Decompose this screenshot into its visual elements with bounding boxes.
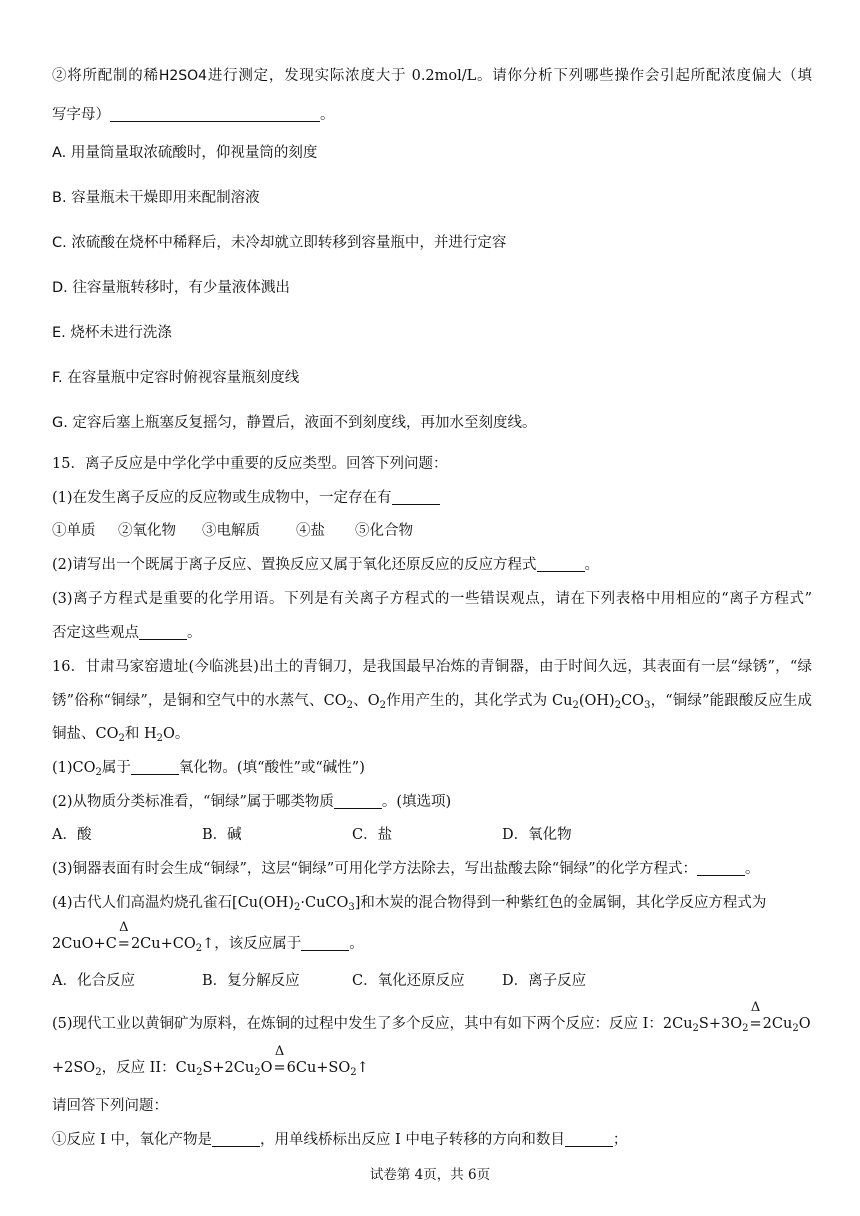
q16-stem-line1: 16．甘肃马家窑遗址(今临洮县)出土的青铜刀，是我国最早冶炼的青铜器，由于时间久远，其表面有一层“绿锈”，“绿 [52,659,812,675]
option: D．离子反应 [502,973,587,989]
answer-blank[interactable] [334,794,382,809]
choice: ①单质 [52,523,96,539]
q16-stem-line3: 铜盐、$CO_2$和 $H_2O$。 [52,726,190,744]
option: C．氧化还原反应 [352,973,465,989]
q16-sub3: (3)铜器表面有时会生成“铜绿”，这层“铜绿”可用化学方法除去，写出盐酸去除“铜绿”的化学方程式： 。 [52,861,760,877]
answer-blank[interactable] [139,625,187,640]
q15-sub1: (1)在发生离子反应的反应物或生成物中，一定存在有 [52,488,812,508]
q15-sub2: (2)请写出一个既属于离子反应、置换反应又属于氧化还原反应的反应方程式 。 [52,557,600,573]
option: B．碱 [202,827,242,843]
q14-option-a: A. 用量筒量取浓硫酸时，仰视量筒的刻度 [52,145,318,161]
choice: ⑤化合物 [355,523,413,539]
q16-sub5-line1: (5)现代工业以黄铜矿为原料，在炼铜的过程中发生了多个反应，其中有如下两个反应：反应 I：$2Cu_2S+3O_2$ Δ $=2Cu_2O$ [52,1000,811,1034]
option: C．盐 [352,827,393,843]
q14-option-d: D. 往容量瓶转移时，有少量液体溅出 [52,280,290,296]
q16-prompt: 请回答下列问题： [52,1098,168,1114]
heating-equals-sign: Δ = [749,1000,762,1032]
answer-blank[interactable] [110,107,320,122]
option: A．化合反应 [52,973,135,989]
choice: ②氧化物 [118,523,176,539]
q14-item2-line2: 写字母） 。 [52,107,335,123]
q16-sub5-line2: $+2SO_2$，反应 II：$Cu_2S+2Cu_2O$ Δ $=6Cu+SO_2↑$ [52,1044,369,1078]
heating-equals-sign: Δ = [273,1044,286,1076]
option: B．复分解反应 [202,973,300,989]
answer-blank[interactable] [301,936,349,951]
q14-option-c: C. 浓硫酸在烧杯中稀释后，未冷却就立即转移到容量瓶中，并进行定容 [52,235,507,251]
q14-item2-line1: ②将所配制的稀H2SO4进行测定，发现实际浓度大于 0.2mol/L。请你分析下列哪些操作会引起所配浓度偏大（填 [52,68,813,84]
option: D．氧化物 [502,827,572,843]
q15-sub3-line1: (3)离子方程式是重要的化学用语。下列是有关离子方程式的一些错误观点，请在下列表格中用相应的“离子方程式” [52,591,812,607]
choice: ④盐 [296,523,325,539]
q14-option-e: E. 烧杯未进行洗涤 [52,325,172,341]
q16-sub2: (2)从物质分类标准看，“铜绿”属于哪类物质 。(填选项) [52,794,452,810]
answer-blank[interactable] [565,1132,613,1147]
q14-option-f: F. 在容量瓶中定容时俯视容量瓶刻度线 [52,370,300,386]
q16-item1: ①反应 I 中，氧化产物是 ，用单线桥标出反应 I 中电子转移的方向和数目 ； [52,1132,628,1148]
q16-stem-line2: 锈”俗称“铜绿”，是铜和空气中的水蒸气、$CO_2$、$O_2$作用产生的，其化学式为 $Cu_2(OH)_2CO_3$，“铜绿”能跟酸反应生成 [52,693,812,711]
q15-sub3-line2: 否定这些观点 。 [52,625,202,641]
answer-blank[interactable] [697,861,745,876]
answer-blank[interactable] [537,557,585,572]
answer-blank[interactable] [392,490,440,505]
q16-sub4-line1: (4)古代人们高温灼烧孔雀石$[Cu(OH)_2\cdot CuCO_3]$和木炭的混合物得到一种紫红色的金属铜，其化学反应方程式为 [52,895,767,913]
q14-option-g: G. 定容后塞上瓶塞反复摇匀，静置后，液面不到刻度线，再加水至刻度线。 [52,415,537,431]
heating-equals-sign: Δ = [117,920,130,952]
page-footer: 试卷第 4页，共 6页 [369,1167,491,1183]
q15-stem: 15．离子反应是中学化学中重要的反应类型。回答下列问题： [52,456,448,472]
choice: ③电解质 [202,523,260,539]
q16-sub1: $(1)CO_2$属于 氧化物。(填“酸性”或“碱性”) [52,760,365,778]
answer-blank[interactable] [131,760,179,775]
option: A．酸 [52,827,92,843]
q14-option-b: B. 容量瓶未干燥即用来配制溶液 [52,190,260,206]
q16-sub4-equation: 2CuO+C Δ $=2Cu+CO_2↑$，该反应属于 。 [52,920,364,954]
h2so4-formula: H2SO4 [158,68,208,84]
answer-blank[interactable] [212,1132,260,1147]
